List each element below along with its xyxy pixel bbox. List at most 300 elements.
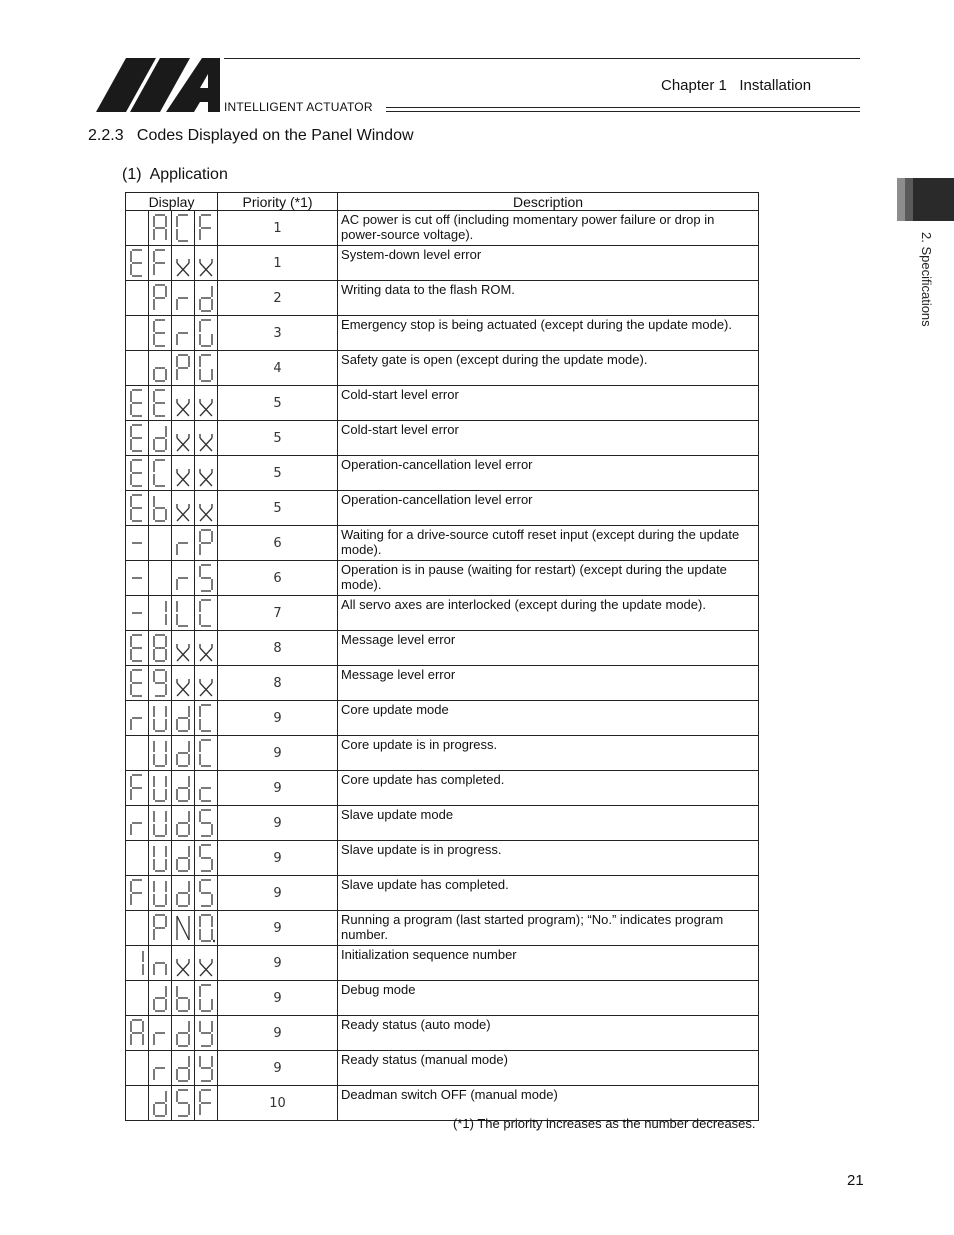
display-digit-1	[126, 386, 149, 421]
table-row	[126, 421, 759, 456]
display-digit-1	[126, 596, 149, 631]
table-row	[126, 911, 759, 946]
display-digit-4	[195, 386, 218, 421]
segment-glyph	[174, 632, 192, 664]
display-digit-4	[195, 736, 218, 771]
display-digit-3	[172, 421, 195, 456]
display-digit-2	[149, 1086, 172, 1121]
description-cell: Operation-cancellation level error	[338, 456, 759, 491]
segment-glyph	[197, 982, 215, 1014]
display-digit-3	[172, 281, 195, 316]
header-rule-top	[224, 58, 860, 59]
segment-glyph	[128, 772, 146, 804]
display-digit-1	[126, 876, 149, 911]
segment-glyph	[128, 352, 146, 384]
display-digit-4	[195, 316, 218, 351]
segment-glyph	[151, 667, 169, 699]
segment-glyph	[151, 1087, 169, 1119]
segment-glyph	[174, 772, 192, 804]
segment-glyph	[151, 982, 169, 1014]
table-row	[126, 211, 759, 246]
display-digit-3	[172, 806, 195, 841]
table-row	[126, 981, 759, 1016]
display-digit-4	[195, 561, 218, 596]
priority-cell: 5	[218, 421, 338, 456]
table-body	[126, 211, 759, 1121]
priority-cell: 9	[218, 806, 338, 841]
segment-glyph	[197, 422, 215, 454]
display-digit-2	[149, 701, 172, 736]
segment-glyph	[197, 352, 215, 384]
display-digit-2	[149, 631, 172, 666]
header-display: Display	[126, 193, 218, 211]
display-digit-1	[126, 281, 149, 316]
priority-cell: 2	[218, 281, 338, 316]
segment-glyph	[197, 667, 215, 699]
segment-glyph	[197, 457, 215, 489]
display-digit-4	[195, 946, 218, 981]
segment-glyph	[151, 562, 169, 594]
display-digit-1	[126, 316, 149, 351]
display-digit-4	[195, 631, 218, 666]
priority-cell: 3	[218, 316, 338, 351]
display-digit-4	[195, 281, 218, 316]
priority-cell: 9	[218, 911, 338, 946]
display-digit-3	[172, 1051, 195, 1086]
description-cell: Waiting for a drive-source cutoff reset input (except during the update mode).	[338, 526, 759, 561]
display-digit-1	[126, 1086, 149, 1121]
display-digit-3	[172, 526, 195, 561]
table-row	[126, 596, 759, 631]
display-digit-3	[172, 1086, 195, 1121]
description-cell: Core update mode	[338, 701, 759, 736]
segment-glyph	[128, 527, 146, 559]
display-digit-2	[149, 211, 172, 246]
segment-glyph	[174, 982, 192, 1014]
display-digit-3	[172, 1016, 195, 1051]
header-priority: Priority (*1)	[218, 193, 338, 211]
display-digit-2	[149, 1016, 172, 1051]
description-cell: Core update is in progress.	[338, 736, 759, 771]
display-digit-1	[126, 806, 149, 841]
display-digit-1	[126, 561, 149, 596]
segment-glyph	[151, 632, 169, 664]
segment-glyph	[128, 807, 146, 839]
description-cell: Cold-start level error	[338, 421, 759, 456]
segment-glyph	[128, 982, 146, 1014]
segment-glyph	[197, 1087, 215, 1119]
table-row	[126, 946, 759, 981]
segment-glyph	[151, 387, 169, 419]
display-digit-1	[126, 1051, 149, 1086]
table-row	[126, 1016, 759, 1051]
segment-glyph	[197, 842, 215, 874]
segment-glyph	[128, 387, 146, 419]
segment-glyph	[174, 877, 192, 909]
segment-glyph	[128, 457, 146, 489]
segment-glyph	[128, 492, 146, 524]
description-cell: Writing data to the flash ROM.	[338, 281, 759, 316]
priority-cell: 4	[218, 351, 338, 386]
side-tab-label: 2. Specifications	[919, 232, 934, 327]
segment-glyph	[197, 947, 215, 979]
segment-glyph	[128, 1017, 146, 1049]
display-digit-2	[149, 421, 172, 456]
display-digit-2	[149, 1051, 172, 1086]
segment-glyph	[174, 807, 192, 839]
segment-glyph	[197, 807, 215, 839]
display-digit-4	[195, 1016, 218, 1051]
segment-glyph	[174, 282, 192, 314]
segment-glyph	[197, 1052, 215, 1084]
section-title: 2.2.3 Codes Displayed on the Panel Window	[88, 127, 414, 144]
display-digit-1	[126, 456, 149, 491]
table-row	[126, 281, 759, 316]
display-digit-4	[195, 1051, 218, 1086]
segment-glyph	[128, 912, 146, 944]
segment-glyph	[151, 842, 169, 874]
display-digit-3	[172, 386, 195, 421]
description-cell: All servo axes are interlocked (except during the update mode).	[338, 596, 759, 631]
table-row	[126, 736, 759, 771]
segment-glyph	[151, 1052, 169, 1084]
segment-glyph	[197, 1017, 215, 1049]
segment-glyph	[151, 492, 169, 524]
table-row	[126, 631, 759, 666]
display-digit-4	[195, 526, 218, 561]
segment-glyph	[197, 877, 215, 909]
display-digit-1	[126, 911, 149, 946]
display-digit-1	[126, 491, 149, 526]
segment-glyph	[197, 702, 215, 734]
segment-glyph	[151, 912, 169, 944]
segment-glyph	[151, 702, 169, 734]
segment-glyph	[174, 597, 192, 629]
priority-cell: 9	[218, 701, 338, 736]
table-row	[126, 876, 759, 911]
segment-glyph	[128, 247, 146, 279]
priority-cell: 5	[218, 456, 338, 491]
segment-glyph	[151, 422, 169, 454]
segment-glyph	[174, 527, 192, 559]
description-cell: Message level error	[338, 631, 759, 666]
priority-cell: 9	[218, 981, 338, 1016]
segment-glyph	[197, 247, 215, 279]
segment-glyph	[197, 912, 215, 944]
display-digit-1	[126, 631, 149, 666]
display-digit-4	[195, 351, 218, 386]
display-digit-2	[149, 806, 172, 841]
table-row	[126, 806, 759, 841]
segment-glyph	[151, 352, 169, 384]
segment-glyph	[174, 317, 192, 349]
header-description: Description	[338, 193, 759, 211]
display-digit-1	[126, 841, 149, 876]
description-cell: Operation-cancellation level error	[338, 491, 759, 526]
display-digit-1	[126, 771, 149, 806]
segment-glyph	[128, 562, 146, 594]
display-digit-2	[149, 911, 172, 946]
segment-glyph	[174, 947, 192, 979]
priority-cell: 8	[218, 666, 338, 701]
display-digit-3	[172, 596, 195, 631]
display-digit-3	[172, 666, 195, 701]
display-digit-3	[172, 736, 195, 771]
chapter-side-tab	[897, 178, 954, 221]
display-digit-2	[149, 981, 172, 1016]
display-digit-2	[149, 561, 172, 596]
description-cell: Debug mode	[338, 981, 759, 1016]
display-digit-4	[195, 981, 218, 1016]
display-digit-2	[149, 596, 172, 631]
description-cell: Deadman switch OFF (manual mode)	[338, 1086, 759, 1121]
priority-cell: 9	[218, 736, 338, 771]
table-row	[126, 841, 759, 876]
segment-glyph	[197, 597, 215, 629]
display-digit-2	[149, 491, 172, 526]
display-digit-3	[172, 316, 195, 351]
display-digit-4	[195, 211, 218, 246]
display-digit-4	[195, 666, 218, 701]
priority-cell: 1	[218, 246, 338, 281]
segment-glyph	[151, 877, 169, 909]
segment-glyph	[197, 212, 215, 244]
display-digit-4	[195, 246, 218, 281]
page-number: 21	[847, 1172, 864, 1189]
table-row	[126, 561, 759, 596]
segment-glyph	[151, 737, 169, 769]
segment-glyph	[197, 492, 215, 524]
table-row	[126, 386, 759, 421]
segment-glyph	[174, 492, 192, 524]
display-digit-4	[195, 1086, 218, 1121]
table-row	[126, 771, 759, 806]
priority-cell: 9	[218, 841, 338, 876]
display-digit-4	[195, 841, 218, 876]
display-digit-3	[172, 561, 195, 596]
segment-glyph	[128, 282, 146, 314]
priority-cell: 9	[218, 1051, 338, 1086]
segment-glyph	[128, 842, 146, 874]
table-row	[126, 1051, 759, 1086]
display-digit-3	[172, 456, 195, 491]
display-digit-4	[195, 456, 218, 491]
segment-glyph	[128, 212, 146, 244]
segment-glyph	[174, 912, 192, 944]
display-digit-1	[126, 421, 149, 456]
segment-glyph	[128, 737, 146, 769]
description-cell: Initialization sequence number	[338, 946, 759, 981]
segment-glyph	[151, 212, 169, 244]
display-digit-3	[172, 771, 195, 806]
segment-glyph	[174, 562, 192, 594]
priority-cell: 10	[218, 1086, 338, 1121]
segment-glyph	[197, 737, 215, 769]
table-header-row	[126, 193, 759, 211]
segment-glyph	[174, 842, 192, 874]
description-cell: Operation is in pause (waiting for restart) (except during the update mode).	[338, 561, 759, 596]
segment-glyph	[174, 667, 192, 699]
segment-glyph	[174, 352, 192, 384]
display-digit-2	[149, 736, 172, 771]
display-digit-4	[195, 596, 218, 631]
description-cell: Slave update mode	[338, 806, 759, 841]
display-digit-3	[172, 246, 195, 281]
segment-glyph	[128, 1052, 146, 1084]
description-cell: Running a program (last started program); “No.” indicates program number.	[338, 911, 759, 946]
display-digit-2	[149, 316, 172, 351]
display-digit-1	[126, 351, 149, 386]
description-cell: Cold-start level error	[338, 386, 759, 421]
segment-glyph	[128, 877, 146, 909]
segment-glyph	[151, 527, 169, 559]
display-digit-2	[149, 771, 172, 806]
display-digit-4	[195, 806, 218, 841]
segment-glyph	[197, 562, 215, 594]
display-digit-3	[172, 491, 195, 526]
segment-glyph	[151, 317, 169, 349]
display-digit-2	[149, 946, 172, 981]
segment-glyph	[197, 527, 215, 559]
display-digit-3	[172, 876, 195, 911]
priority-cell: 9	[218, 1016, 338, 1051]
segment-glyph	[151, 772, 169, 804]
description-cell: System-down level error	[338, 246, 759, 281]
description-cell: Ready status (manual mode)	[338, 1051, 759, 1086]
table-row	[126, 701, 759, 736]
segment-glyph	[174, 737, 192, 769]
display-digit-3	[172, 946, 195, 981]
segment-glyph	[151, 247, 169, 279]
display-digit-4	[195, 701, 218, 736]
display-digit-1	[126, 211, 149, 246]
segment-glyph	[128, 667, 146, 699]
segment-glyph	[174, 422, 192, 454]
segment-glyph	[174, 247, 192, 279]
segment-glyph	[174, 1052, 192, 1084]
priority-cell: 6	[218, 526, 338, 561]
display-digit-3	[172, 981, 195, 1016]
display-digit-4	[195, 491, 218, 526]
display-digit-2	[149, 666, 172, 701]
display-digit-1	[126, 946, 149, 981]
priority-cell: 5	[218, 386, 338, 421]
display-digit-4	[195, 876, 218, 911]
table-row	[126, 526, 759, 561]
description-cell: Core update has completed.	[338, 771, 759, 806]
display-digit-2	[149, 386, 172, 421]
display-digit-2	[149, 841, 172, 876]
segment-glyph	[151, 597, 169, 629]
segment-glyph	[128, 1087, 146, 1119]
priority-cell: 6	[218, 561, 338, 596]
display-digit-3	[172, 841, 195, 876]
segment-glyph	[151, 282, 169, 314]
segment-glyph	[197, 317, 215, 349]
display-digit-1	[126, 666, 149, 701]
segment-glyph	[128, 632, 146, 664]
segment-glyph	[174, 1087, 192, 1119]
header-rule-bottom	[386, 107, 860, 108]
display-digit-1	[126, 701, 149, 736]
display-digit-2	[149, 351, 172, 386]
segment-glyph	[197, 282, 215, 314]
segment-glyph	[174, 457, 192, 489]
priority-cell: 7	[218, 596, 338, 631]
segment-glyph	[174, 702, 192, 734]
iai-logo	[96, 58, 220, 112]
priority-cell: 5	[218, 491, 338, 526]
table-row	[126, 666, 759, 701]
description-cell: Emergency stop is being actuated (except during the update mode).	[338, 316, 759, 351]
display-digit-1	[126, 526, 149, 561]
segment-glyph	[174, 1017, 192, 1049]
description-cell: Ready status (auto mode)	[338, 1016, 759, 1051]
chapter-title: Chapter 1 Installation	[661, 77, 812, 94]
footnote: (*1) The priority increases as the number decreases.	[453, 1116, 756, 1131]
table-row	[126, 316, 759, 351]
table-row	[126, 491, 759, 526]
segment-glyph	[128, 317, 146, 349]
display-digit-2	[149, 281, 172, 316]
display-digit-3	[172, 351, 195, 386]
display-digit-1	[126, 736, 149, 771]
segment-glyph	[197, 772, 215, 804]
display-digit-2	[149, 876, 172, 911]
segment-glyph	[128, 947, 146, 979]
segment-glyph	[174, 387, 192, 419]
segment-glyph	[197, 632, 215, 664]
display-digit-1	[126, 246, 149, 281]
display-digit-2	[149, 456, 172, 491]
display-digit-3	[172, 701, 195, 736]
table-row	[126, 351, 759, 386]
priority-cell: 9	[218, 771, 338, 806]
company-name: INTELLIGENT ACTUATOR	[224, 100, 373, 114]
description-cell: Safety gate is open (except during the update mode).	[338, 351, 759, 386]
segment-glyph	[151, 947, 169, 979]
display-digit-3	[172, 211, 195, 246]
priority-cell: 9	[218, 876, 338, 911]
segment-glyph	[151, 807, 169, 839]
panel-codes-table	[125, 192, 759, 1121]
display-digit-3	[172, 631, 195, 666]
description-cell: Message level error	[338, 666, 759, 701]
display-digit-2	[149, 526, 172, 561]
display-digit-4	[195, 771, 218, 806]
segment-glyph	[128, 422, 146, 454]
segment-glyph	[151, 1017, 169, 1049]
table-row	[126, 456, 759, 491]
segment-glyph	[174, 212, 192, 244]
display-digit-1	[126, 1016, 149, 1051]
display-digit-3	[172, 911, 195, 946]
subsection-title: (1) Application	[122, 166, 228, 183]
segment-glyph	[128, 702, 146, 734]
segment-glyph	[197, 387, 215, 419]
priority-cell: 9	[218, 946, 338, 981]
table-row	[126, 246, 759, 281]
display-digit-2	[149, 246, 172, 281]
display-digit-1	[126, 981, 149, 1016]
description-cell: AC power is cut off (including momentary power failure or drop in power-source voltage).	[338, 211, 759, 246]
segment-glyph	[151, 457, 169, 489]
description-cell: Slave update is in progress.	[338, 841, 759, 876]
description-cell: Slave update has completed.	[338, 876, 759, 911]
display-digit-4	[195, 911, 218, 946]
priority-cell: 1	[218, 211, 338, 246]
priority-cell: 8	[218, 631, 338, 666]
